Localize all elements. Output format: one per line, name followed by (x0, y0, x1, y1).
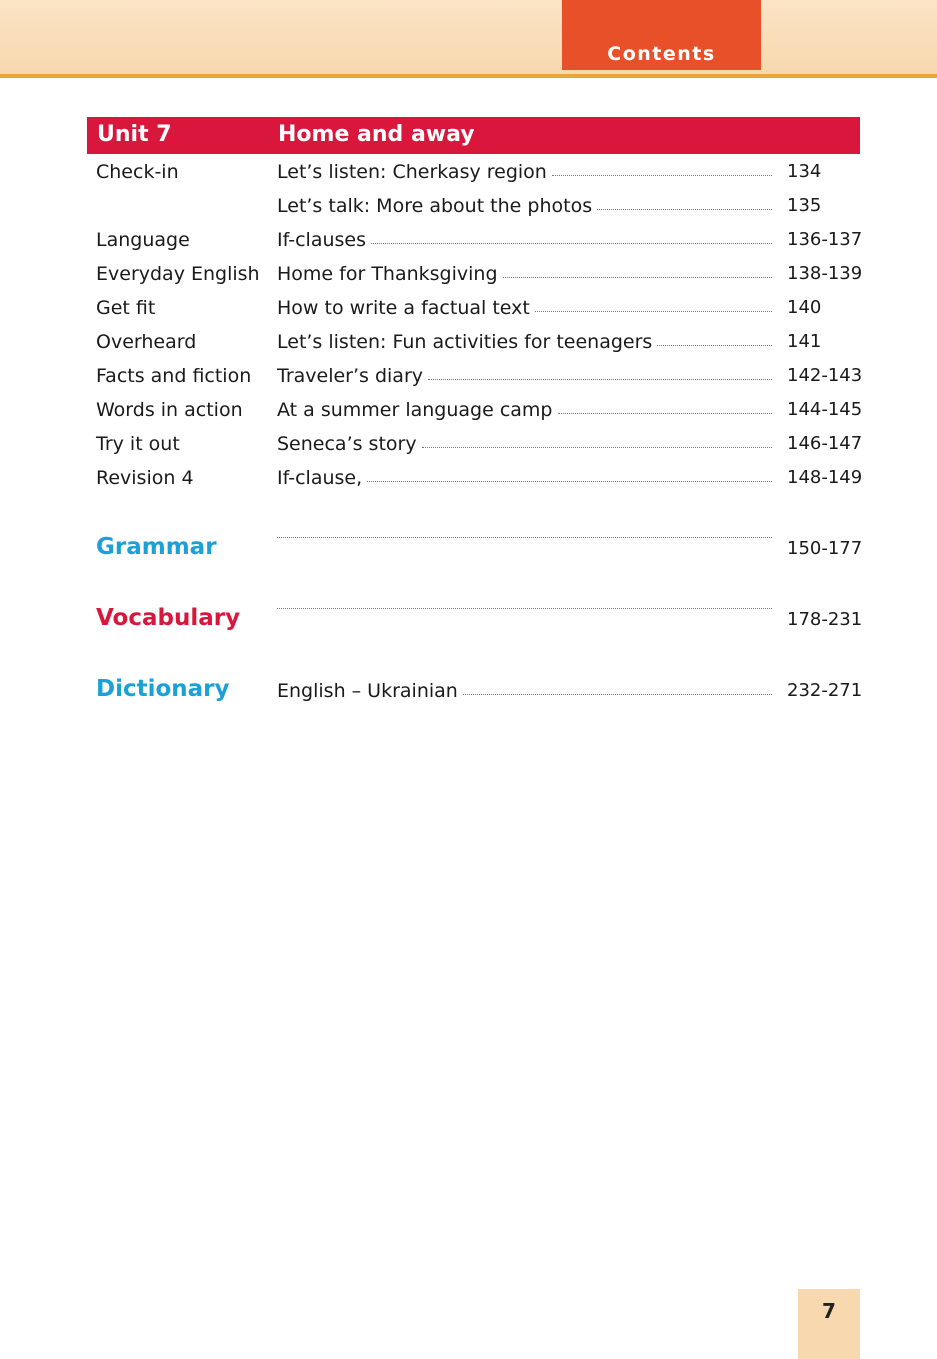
unit-title: Home and away (278, 122, 475, 147)
toc-page: 140 (787, 297, 822, 318)
page-number (798, 1289, 860, 1359)
toc-row[interactable] (0, 229, 937, 259)
toc-section: Overheard (96, 331, 197, 353)
toc-page: 134 (787, 161, 822, 182)
toc-page: 142-143 (787, 365, 863, 386)
toc-page: 150-177 (787, 538, 863, 559)
toc-row-vocabulary[interactable] (0, 605, 937, 639)
toc-row[interactable] (0, 161, 937, 191)
toc-topic: At a summer language camp (277, 399, 553, 421)
contents-tab-label: Contents (607, 43, 716, 65)
toc-page: 138-139 (787, 263, 863, 284)
toc-topic: If-clause, (277, 467, 363, 489)
toc-row[interactable] (0, 467, 937, 497)
toc-section: Try it out (96, 433, 180, 455)
dot-leader (463, 693, 772, 695)
dot-leader (277, 536, 772, 538)
toc-section: Words in action (96, 399, 243, 421)
dot-leader (597, 208, 772, 210)
toc-section: Language (96, 229, 190, 251)
toc-topic: If-clauses (277, 229, 367, 251)
toc-page: 146-147 (787, 433, 863, 454)
toc-topic: Seneca’s story (277, 433, 417, 455)
toc-section: Facts and fiction (96, 365, 252, 387)
toc-topic: Let’s listen: Cherkasy region (277, 161, 547, 183)
toc-row-dictionary[interactable] (0, 676, 937, 710)
dot-leader (277, 607, 772, 609)
toc-row[interactable] (0, 399, 937, 429)
page-number-label: 7 (822, 1299, 836, 1323)
toc-row[interactable] (0, 365, 937, 395)
dictionary-heading: Dictionary (96, 676, 230, 702)
unit-heading-bar (87, 117, 860, 154)
toc-topic: Home for Thanksgiving (277, 263, 498, 285)
contents-tab (562, 0, 761, 70)
toc-section: Everyday English (96, 263, 260, 285)
toc-row[interactable] (0, 331, 937, 361)
dot-leader (422, 446, 772, 448)
toc-row[interactable] (0, 263, 937, 293)
dot-leader (428, 378, 772, 380)
header-rule (0, 74, 937, 78)
toc-topic: Let’s listen: Fun activities for teenagers (277, 331, 653, 353)
header-band (0, 0, 937, 74)
toc-page: 135 (787, 195, 822, 216)
dot-leader (552, 174, 772, 176)
dot-leader (535, 310, 772, 312)
toc-row[interactable] (0, 297, 937, 327)
toc-topic: Traveler’s diary (277, 365, 423, 387)
toc-page: 144-145 (787, 399, 863, 420)
dot-leader (558, 412, 773, 414)
toc-section: Revision 4 (96, 467, 194, 489)
toc-row[interactable] (0, 195, 937, 225)
toc-page: 232-271 (787, 680, 863, 701)
toc-page: 141 (787, 331, 822, 352)
toc-section: Get fit (96, 297, 156, 319)
toc-topic: How to write a factual text (277, 297, 530, 319)
dot-leader (367, 480, 772, 482)
dot-leader (371, 242, 772, 244)
toc-topic: Let’s talk: More about the photos (277, 195, 593, 217)
toc-topic: English – Ukrainian (277, 680, 458, 702)
unit-number: Unit 7 (97, 122, 172, 147)
toc-page: 148-149 (787, 467, 863, 488)
vocabulary-heading: Vocabulary (96, 605, 241, 631)
dot-leader (657, 344, 772, 346)
toc-page: 178-231 (787, 609, 863, 630)
toc-row[interactable] (0, 433, 937, 463)
dot-leader (503, 276, 772, 278)
grammar-heading: Grammar (96, 534, 217, 560)
toc-section: Check-in (96, 161, 179, 183)
toc-page: 136-137 (787, 229, 863, 250)
toc-row-grammar[interactable] (0, 534, 937, 568)
